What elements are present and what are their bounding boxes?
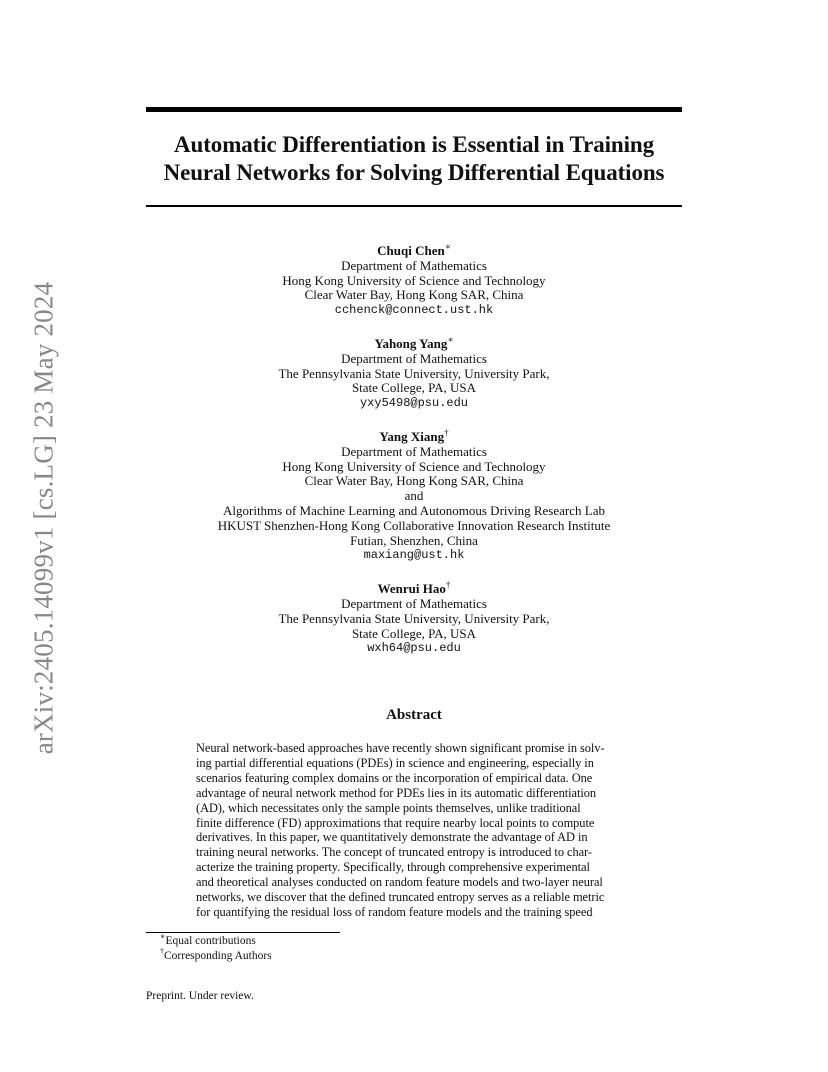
affiliation-line: Department of Mathematics [341, 350, 487, 366]
author-wenrui-hao [146, 579, 682, 656]
title-bottom-rule [146, 205, 682, 207]
author-footnote-mark: ∗ [444, 241, 451, 252]
author-yahong-yang [146, 334, 682, 411]
affiliation-line: Clear Water Bay, Hong Kong SAR, China [304, 287, 524, 303]
author-name: Wenrui Hao [377, 581, 446, 597]
footnote-mark: † [160, 947, 164, 957]
arxiv-side-stamp: arXiv:2405.14099v1 [cs.LG] 23 May 2024 [28, 281, 59, 755]
abstract-line: training neural networks. The concept of truncated entropy is introduced to char- [196, 845, 592, 860]
abstract-body [196, 741, 634, 920]
title-line: Automatic Differentiation is Essential in Training [174, 132, 654, 157]
affiliation-line: The Pennsylvania State University, University Park, [278, 365, 550, 381]
abstract-line: for quantifying the residual loss of random feature models and the training speed [196, 904, 593, 919]
abstract-line: acterize the training property. Specifically, through comprehensive experimental [196, 860, 590, 875]
footnote-text: Corresponding Authors [164, 950, 272, 962]
author-name: Yahong Yang [374, 335, 448, 351]
title-line: Neural Networks for Solving Differential Equations [163, 160, 665, 185]
affiliation-line: Clear Water Bay, Hong Kong SAR, China [304, 473, 524, 489]
paper-title [146, 131, 682, 187]
author-name: Yang Xiang [379, 428, 445, 444]
affiliation-line: Hong Kong University of Science and Technology [282, 458, 546, 474]
author-name-line [146, 579, 682, 597]
footnote-rule [146, 932, 340, 933]
affiliation-line: The Pennsylvania State University, University Park, [278, 610, 550, 626]
author-email[interactable]: maxiang@ust.hk [363, 548, 465, 563]
preprint-note: Preprint. Under review. [146, 990, 254, 1002]
footnote-mark: ∗ [160, 932, 166, 942]
affiliation-line: HKUST Shenzhen-Hong Kong Collaborative Innovation Research Institute [217, 517, 611, 533]
abstract-line: finite difference (FD) approximations that require nearby local points to compute [196, 815, 595, 830]
affiliation-line: Algorithms of Machine Learning and Autonomous Driving Research Lab [223, 502, 605, 518]
affiliation-line: State College, PA, USA [351, 380, 477, 396]
author-email[interactable]: yxy5498@psu.edu [359, 396, 469, 411]
affiliation-line: Department of Mathematics [341, 443, 487, 459]
author-name-line [146, 334, 682, 352]
affiliation-line: Hong Kong University of Science and Technology [282, 272, 546, 288]
affiliation-line: and [404, 488, 424, 504]
affiliation-line: Department of Mathematics [341, 595, 487, 611]
abstract-line: scenarios featuring complex domains or the incorporation of empirical data. One [196, 770, 593, 785]
abstract-line: ing partial differential equations (PDEs) in science and engineering, especially in [196, 755, 594, 770]
affiliation-line: State College, PA, USA [351, 625, 477, 641]
abstract-heading: Abstract [386, 707, 442, 723]
author-footnote-mark: † [445, 579, 451, 590]
author-email[interactable]: cchenck@connect.ust.hk [334, 303, 494, 318]
author-block [146, 241, 682, 675]
abstract-line: and theoretical analyses conducted on random feature models and two-layer neural [196, 875, 603, 890]
author-chuqi-chen [146, 241, 682, 318]
abstract-line: (AD), which necessitates only the sample points themselves, unlike traditional [196, 800, 581, 815]
affiliation-line: Futian, Shenzhen, China [350, 532, 478, 548]
author-footnote-mark: † [444, 427, 449, 438]
author-name-line [146, 241, 682, 259]
author-name-line [146, 427, 682, 445]
footnotes [160, 934, 272, 964]
footnote-corresponding-authors [160, 949, 272, 964]
footnote-equal-contributions [160, 934, 272, 949]
title-top-rule [146, 107, 682, 112]
abstract-line: advantage of neural network method for PDEs lies in its automatic differentiation [196, 785, 597, 800]
abstract-line: Neural network-based approaches have recently shown significant promise in solv- [196, 741, 605, 755]
author-email[interactable]: wxh64@psu.edu [367, 641, 461, 656]
footnote-text: Equal contributions [165, 935, 256, 947]
author-yang-xiang [146, 427, 682, 563]
abstract-line: derivatives. In this paper, we quantitatively demonstrate the advantage of AD in [196, 830, 588, 845]
author-name: Chuqi Chen [377, 243, 445, 258]
abstract-line: networks, we discover that the defined truncated entropy serves as a reliable metric [196, 890, 605, 905]
author-footnote-mark: ∗ [447, 334, 454, 345]
affiliation-line: Department of Mathematics [341, 257, 487, 273]
